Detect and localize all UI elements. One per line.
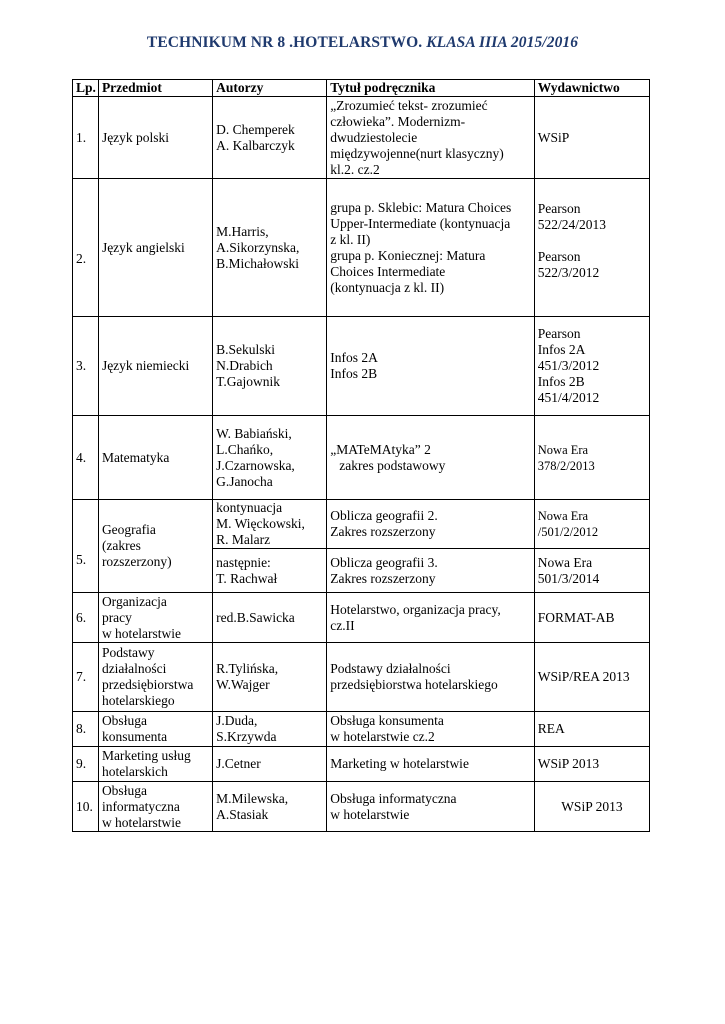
header-subject: Przedmiot: [98, 80, 212, 97]
table-row: [73, 317, 650, 416]
cell-lp: 1.: [73, 97, 99, 179]
table-row: [73, 416, 650, 500]
cell-lp: 5.: [73, 500, 99, 593]
cell-subject: Język angielski: [98, 179, 212, 317]
cell-authors: J.Duda, S.Krzywda: [213, 712, 327, 747]
table-row: [73, 712, 650, 747]
table-row: [73, 782, 650, 832]
table-row: [73, 593, 650, 643]
cell-subject: Język niemiecki: [98, 317, 212, 416]
cell-title: „Zrozumieć tekst- zrozumieć człowieka”. Modernizm- dwudziestolecie międzywojenne(nurt klasyczny) kl.2. cz.2: [327, 97, 535, 179]
cell-title: Marketing w hotelarstwie: [327, 747, 535, 782]
cell-title: Oblicza geografii 2. Zakres rozszerzony: [327, 500, 535, 549]
cell-subject: Obsługa konsumenta: [98, 712, 212, 747]
cell-subject: Organizacja pracy w hotelarstwie: [98, 593, 212, 643]
cell-authors: następnie: T. Rachwał: [213, 549, 327, 593]
cell-authors: D. Chemperek A. Kalbarczyk: [213, 97, 327, 179]
header-title: Tytuł podręcznika: [327, 80, 535, 97]
title-class: KLASA IIIA 2015/2016: [426, 34, 579, 51]
cell-lp: 6.: [73, 593, 99, 643]
table-row: [73, 500, 650, 549]
cell-publisher: Nowa Era 501/3/2014: [534, 549, 649, 593]
table-row: [73, 643, 650, 712]
table-row: [73, 179, 650, 317]
document-title: [0, 34, 725, 52]
title-main: TECHNIKUM NR 8 .HOTELARSTWO.: [146, 34, 423, 51]
cell-title: Podstawy działalności przedsiębiorstwa hotelarskiego: [327, 643, 535, 712]
cell-publisher: WSiP: [534, 97, 649, 179]
cell-lp: 3.: [73, 317, 99, 416]
cell-authors: B.Sekulski N.Drabich T.Gajownik: [213, 317, 327, 416]
cell-authors: kontynuacja M. Więckowski, R. Malarz: [213, 500, 327, 549]
cell-subject: Język polski: [98, 97, 212, 179]
table-header-row: [73, 80, 650, 97]
cell-title: grupa p. Sklebic: Matura Choices Upper-Intermediate (kontynuacja z kl. II) grupa p. Koniecznej: Matura Choices Intermediate (kontynuacja z kl. II): [327, 179, 535, 317]
table-row: [73, 747, 650, 782]
cell-lp: 9.: [73, 747, 99, 782]
textbook-table: [72, 79, 650, 832]
cell-publisher: FORMAT-AB: [534, 593, 649, 643]
cell-lp: 2.: [73, 179, 99, 317]
cell-publisher: Nowa Era /501/2/2012: [534, 500, 649, 549]
cell-authors: J.Cetner: [213, 747, 327, 782]
cell-title: Oblicza geografii 3. Zakres rozszerzony: [327, 549, 535, 593]
cell-subject: Obsługa informatyczna w hotelarstwie: [98, 782, 212, 832]
cell-authors: M.Harris, A.Sikorzynska, B.Michałowski: [213, 179, 327, 317]
cell-lp: 8.: [73, 712, 99, 747]
cell-lp: 4.: [73, 416, 99, 500]
cell-title: Infos 2A Infos 2B: [327, 317, 535, 416]
cell-title: Hotelarstwo, organizacja pracy, cz.II: [327, 593, 535, 643]
cell-subject: Geografia (zakres rozszerzony): [98, 500, 212, 593]
cell-subject: Marketing usług hotelarskich: [98, 747, 212, 782]
cell-publisher: WSiP 2013: [534, 747, 649, 782]
cell-publisher: WSiP/REA 2013: [534, 643, 649, 712]
header-authors: Autorzy: [213, 80, 327, 97]
cell-title: Obsługa informatyczna w hotelarstwie: [327, 782, 535, 832]
cell-publisher: Nowa Era 378/2/2013: [534, 416, 649, 500]
cell-subject: Podstawy działalności przedsiębiorstwa hotelarskiego: [98, 643, 212, 712]
cell-authors: W. Babiański, L.Chańko, J.Czarnowska, G.Janocha: [213, 416, 327, 500]
header-lp: Lp.: [73, 80, 99, 97]
cell-lp: 10.: [73, 782, 99, 832]
table-row: [73, 97, 650, 179]
cell-publisher: REA: [534, 712, 649, 747]
cell-authors: M.Milewska, A.Stasiak: [213, 782, 327, 832]
header-publisher: Wydawnictwo: [534, 80, 649, 97]
cell-title: „MATeMAtyka” 2 zakres podstawowy: [327, 416, 535, 500]
cell-authors: R.Tylińska, W.Wajger: [213, 643, 327, 712]
cell-publisher: Pearson Infos 2A 451/3/2012 Infos 2B 451/4/2012: [534, 317, 649, 416]
cell-publisher: Pearson 522/24/2013 Pearson 522/3/2012: [534, 179, 649, 317]
cell-title: Obsługa konsumenta w hotelarstwie cz.2: [327, 712, 535, 747]
cell-authors: red.B.Sawicka: [213, 593, 327, 643]
cell-publisher: WSiP 2013: [534, 782, 649, 832]
cell-lp: 7.: [73, 643, 99, 712]
cell-subject: Matematyka: [98, 416, 212, 500]
